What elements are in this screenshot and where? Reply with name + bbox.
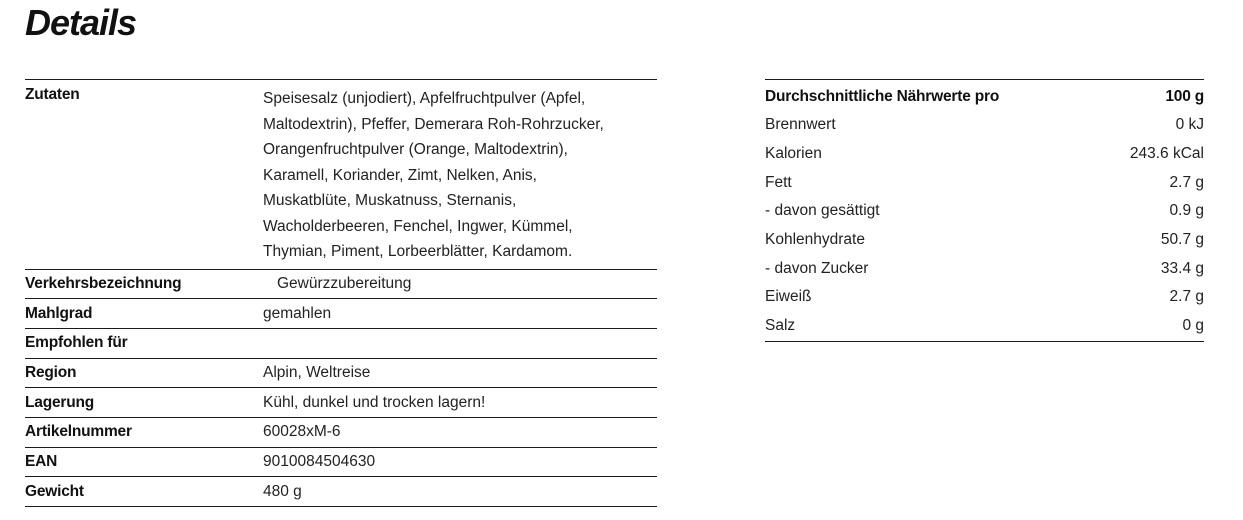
detail-row-storage: [25, 388, 657, 418]
nutrition-label: Salz: [765, 317, 796, 335]
nutrition-value: 243.6 kCal: [1129, 145, 1204, 163]
detail-label: Mahlgrad: [25, 304, 93, 322]
nutrition-row: [765, 168, 1204, 197]
nutrition-row: [765, 226, 1204, 255]
nutrition-header: [765, 80, 1204, 111]
detail-row-weight: [25, 477, 657, 507]
detail-row-recommended-for: [25, 329, 657, 359]
nutrition-label: Eiweiß: [765, 288, 812, 306]
detail-value: 480 g: [263, 482, 302, 500]
nutrition-row: [765, 283, 1204, 312]
nutrition-label: - davon Zucker: [765, 259, 869, 277]
detail-row-ean: [25, 448, 657, 478]
nutrition-row: [765, 254, 1204, 283]
nutrition-value: 0 kJ: [1175, 116, 1204, 134]
detail-row-sales-name: [25, 270, 657, 300]
detail-label: Verkehrsbezeichnung: [25, 274, 182, 292]
nutrition-header-value: 100 g: [1165, 87, 1204, 105]
detail-row-region: [25, 359, 657, 389]
detail-label: Artikelnummer: [25, 423, 132, 441]
ingredients-line: Maltodextrin), Pfeffer, Demerara Roh-Rohrzucker,: [263, 115, 604, 133]
nutrition-value: 2.7 g: [1169, 288, 1204, 306]
detail-row-ingredients: [25, 80, 657, 270]
detail-label: EAN: [25, 452, 58, 470]
ingredients-line: Thymian, Piment, Lorbeerblätter, Kardamom.: [263, 243, 573, 260]
ingredients-line: Wacholderbeeren, Fenchel, Ingwer, Kümmel,: [263, 217, 573, 235]
nutrition-value: 33.4 g: [1160, 259, 1204, 277]
nutrition-row: [765, 140, 1204, 169]
nutrition-value: 2.7 g: [1169, 173, 1204, 191]
nutrition-table: [765, 79, 1204, 342]
nutrition-value: 50.7 g: [1160, 231, 1204, 249]
detail-value: Kühl, dunkel und trocken lagern!: [263, 393, 486, 411]
nutrition-label: Fett: [765, 173, 792, 191]
detail-label: Region: [25, 363, 77, 381]
detail-value: Alpin, Weltreise: [263, 363, 371, 381]
ingredients-value: [263, 86, 648, 265]
detail-label: Lagerung: [25, 393, 95, 411]
ingredients-line: Karamell, Koriander, Zimt, Nelken, Anis,: [263, 166, 537, 184]
detail-label: Gewicht: [25, 482, 84, 500]
detail-row-grind: [25, 299, 657, 329]
nutrition-label: Kalorien: [765, 145, 822, 163]
product-details-table: [25, 79, 657, 507]
nutrition-label: - davon gesättigt: [765, 202, 880, 220]
detail-value: gemahlen: [263, 304, 332, 322]
detail-label: Empfohlen für: [25, 334, 128, 352]
nutrition-value: 0.9 g: [1169, 202, 1204, 220]
nutrition-label: Brennwert: [765, 116, 836, 134]
page-title: Details: [25, 2, 137, 43]
ingredients-line: Speisesalz (unjodiert), Apfelfruchtpulver (Apfel,: [263, 90, 586, 107]
nutrition-row: [765, 111, 1204, 140]
nutrition-header-label: Durchschnittliche Nährwerte pro: [765, 87, 1000, 105]
detail-value: 60028xM-6: [263, 423, 341, 441]
nutrition-label: Kohlenhydrate: [765, 231, 865, 249]
nutrition-row: [765, 312, 1204, 342]
detail-row-article-number: [25, 418, 657, 448]
nutrition-value: 0 g: [1182, 317, 1204, 335]
detail-value: 9010084504630: [263, 452, 376, 470]
ingredients-line: Orangenfruchtpulver (Orange, Maltodextrin),: [263, 141, 568, 158]
nutrition-row: [765, 197, 1204, 226]
detail-value: Gewürzzubereitung: [277, 274, 412, 292]
ingredients-line: Muskatblüte, Muskatnuss, Sternanis,: [263, 192, 517, 209]
detail-label: Zutaten: [25, 86, 80, 103]
